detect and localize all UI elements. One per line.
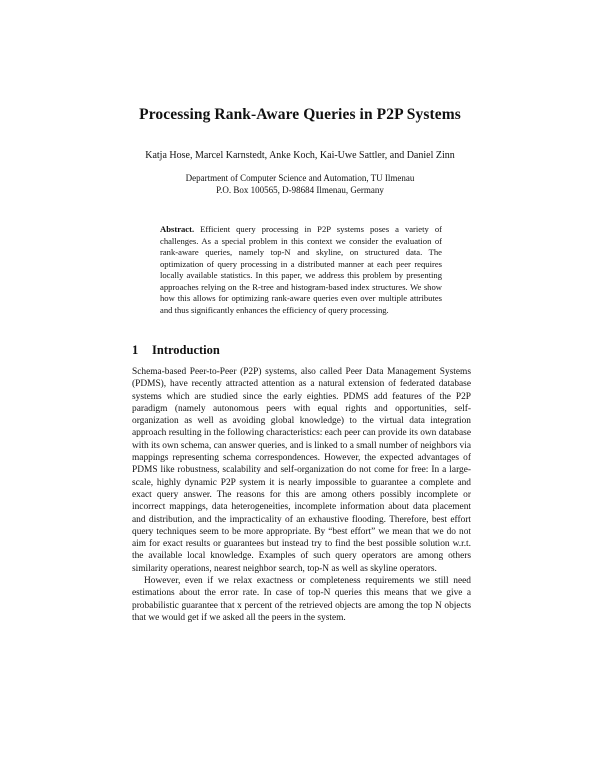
- affiliation: [60, 172, 540, 196]
- affiliation-department: Department of Computer Science and Automation, TU Ilmenau: [185, 173, 415, 183]
- paragraph: However, even if we relax exactness or completeness requirements we still need estimations about the error rate. In case of top-N queries this means that we give a probabilistic guarantee that x percent of the retrieved objects are among the top N objects that we would get if we asked all the peers in the system.: [132, 576, 471, 623]
- section-heading-introduction: [132, 343, 220, 358]
- paragraph: Schema-based Peer-to-Peer (P2P) systems, also called Peer Data Management Systems (PDMS), have recently attracted attention as a natural extension of federated database systems which are studied since the early eighties. PDMS add features of the P2P paradigm (namely autonomous peers with equal rights and opportunities, self-organization as well as avoiding global knowledge) to the virtual data integration approach resulting in the following characteristics: each peer can provide its own database with its own schema, can answer queries, and is linked to a small number of neighbors via mappings representing schema correspondences. However, the expected advantages of PDMS like robustness, scalability and self-organization do not come for free: In a large-scale, highly dynamic P2P system it is nearly impossible to guarantee a complete and exact query answer. The reasons for this are among others possibly incomplete or incorrect mappings, data heterogeneities, incomplete information about data placement and distribution, and the impracticality of an exhaustive flooding. Therefore, best effort query techniques seem to be more appropriate. By “best effort” we mean that we do not aim for exact results or guarantees but instead try to find the best possible solution w.r.t. the available local knowledge. Examples of such query operators are among others similarity operations, nearest neighbor search, top-N as well as skyline operators.: [132, 367, 471, 574]
- section-number: 1: [132, 343, 139, 357]
- section-title: Introduction: [152, 343, 220, 357]
- affiliation-address: P.O. Box 100565, D-98684 Ilmenau, Germany: [216, 185, 384, 195]
- author-list: Katja Hose, Marcel Karnstedt, Anke Koch, Kai-Uwe Sattler, and Daniel Zinn: [145, 150, 455, 161]
- abstract: [160, 224, 442, 316]
- paper-title: Processing Rank-Aware Queries in P2P Systems: [139, 106, 461, 123]
- abstract-label: Abstract.: [160, 224, 195, 234]
- introduction-body: [132, 366, 471, 624]
- abstract-text: Efficient query processing in P2P systems poses a variety of challenges. As a special problem in this context we consider the evaluation of rank-aware queries, namely top-N and skyline, on structured data. The optimization of query processing in a distributed manner at each peer requires locally available statistics. In this paper, we address this problem by presenting approaches relying on the R-tree and histogram-based index structures. We show how this allows for optimizing rank-aware queries even over multiple attributes and thus significantly enhances the efficiency of query processing.: [160, 224, 442, 315]
